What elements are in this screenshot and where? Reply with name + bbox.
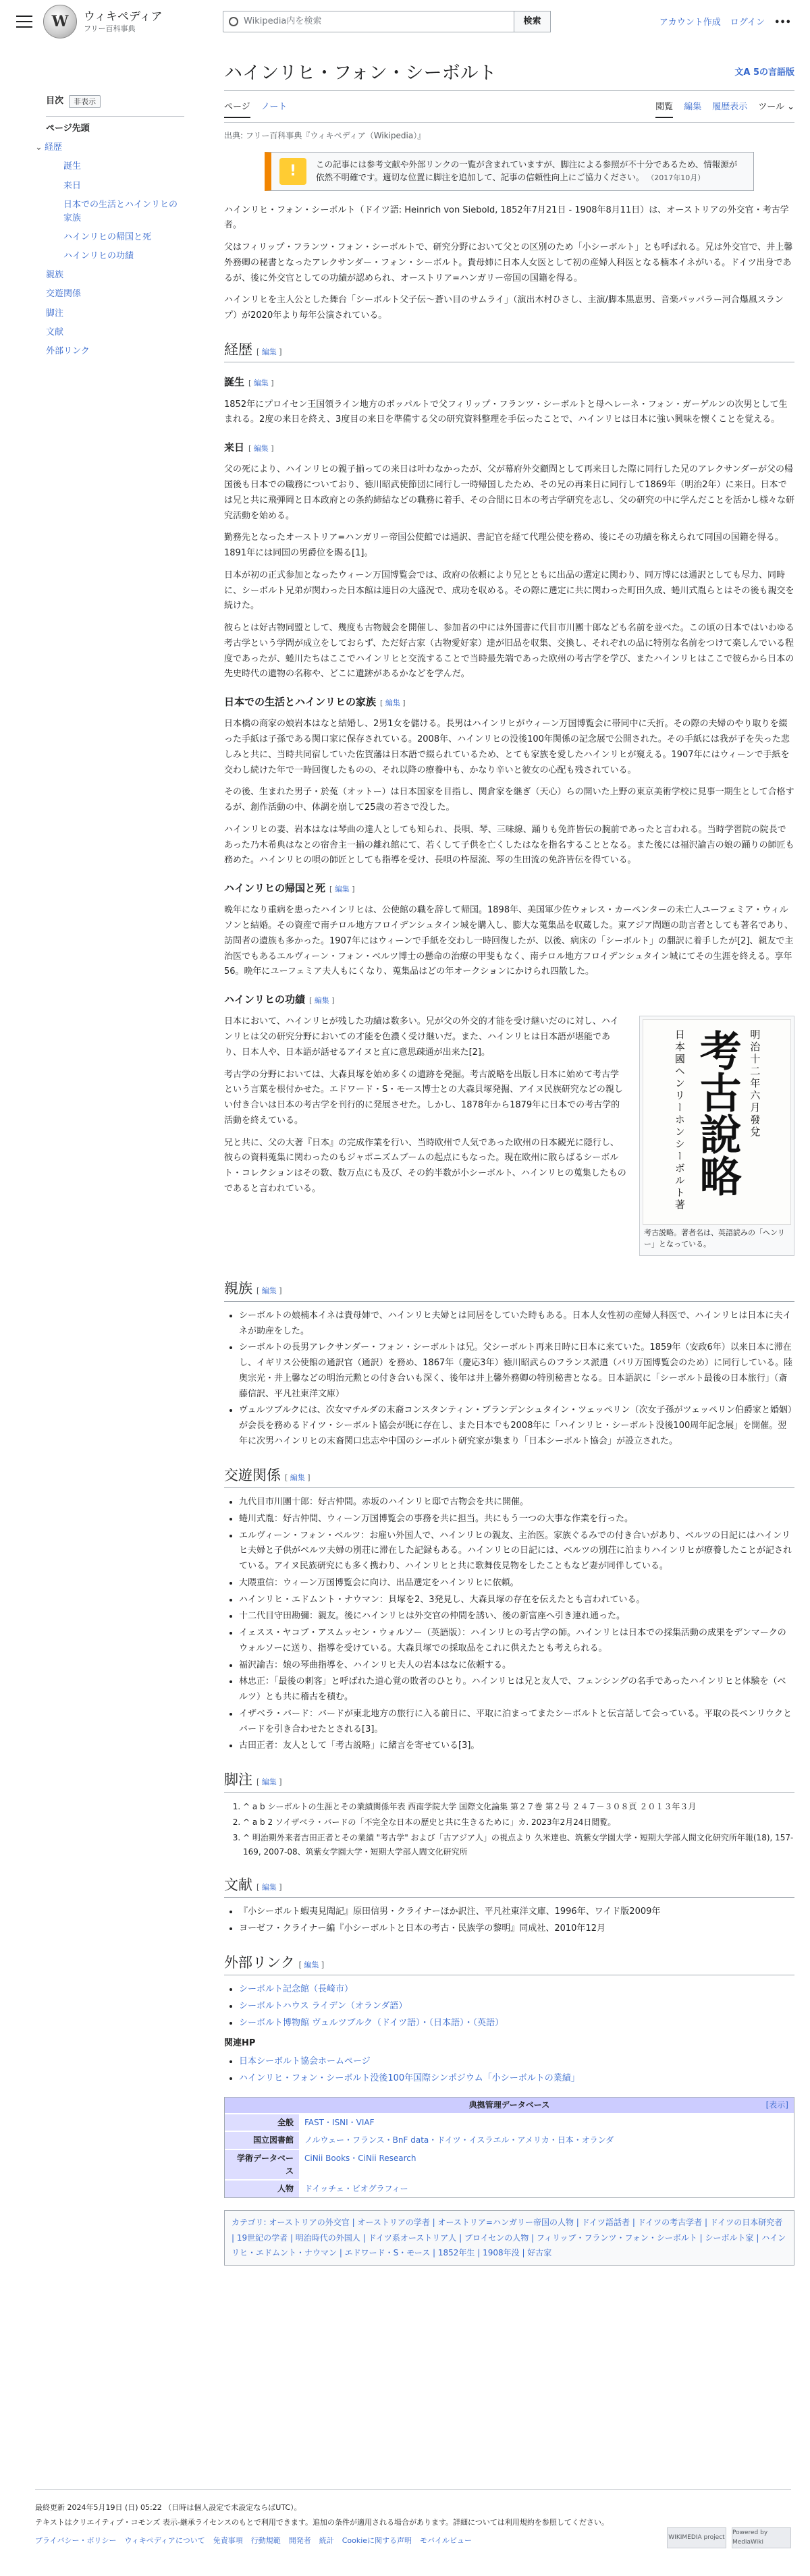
chevron-down-icon[interactable]: ⌄	[35, 142, 43, 153]
footer-link[interactable]: 免責事項	[213, 2536, 243, 2546]
paragraph: 兄と共に、父の大著『日本』の完成作業を行い、当時欧州で人気であった欧州の日本観光に隠行し、彼らの資料蒐集に関わったのもジャポニズムブームの起点にもなった。現在欧州に散らばるシーボルト・コレクションはその数、数万点にも及び、その約半数が小シーボルト、ハインリヒの蒐集したものであると言われている。	[224, 1137, 626, 1194]
literature-list	[239, 1904, 794, 1937]
navbox-group: 学術データベース	[225, 2150, 299, 2179]
heading-birth: 誕生 [ 編集 ]	[224, 376, 274, 389]
notes-list	[243, 1800, 794, 1859]
footnote: 2. ^ a b 2 ソイザベラ・バードの「不完全な日本の歴史と共に生きるために」カ. 2023年2月24日閲覧。	[243, 1815, 794, 1830]
navbox-list[interactable]: ドイッチェ・ビオグラフィー	[299, 2181, 794, 2197]
list-item: • 十二代目守田勘彌：親友。後にハインリヒは外交官の仲間を誘い、後の新富座へ引き連れ通った。	[239, 1609, 794, 1624]
paragraph: 父の死により、ハインリヒの親子揃っての来日は叶わなかったが、父が幕府外交顧問として再来日した際に同行した兄のアレクサンダーが父の帰国後も日本での職務についており、徳川昭武使節団に同行し一時帰国したため、その兄の再来日に同行して1869年（明治2年）に来日。日本では兄と共に飛弾岡と日本政府との条約締結などの職務に着手、その合間に日本の考古学研究を志し、父の研究の中に学んだことを活かし様々な研究活動を始める。	[224, 464, 795, 521]
category-links[interactable]: カテゴリ: オーストリアの外交官 | オーストリアの学者 | オーストリア=ハンガリー帝国の人物 | ドイツ語話者 | ドイツの考古学者 | ドイツの日本研究者 | 19世紀の学者 | 明治時代の外国人 | ドイツ系オーストリア人 | プロイセンの人物 | フィリップ・フランツ・フォン・シーボルト | シーボルト家 | ハインリヒ・エドムント・ナウマン | エドワード・S・モース | 1852年生 | 1908年没 | 好古家	[224, 2210, 794, 2266]
figure-koko-setsuryaku	[639, 1016, 794, 1256]
toc-item-career[interactable]: ⌄ 経歴	[46, 141, 184, 155]
heading-literature: 文献 [ 編集 ]	[224, 1874, 794, 1898]
list-item: • シーボルトの娘楠本イネは貴母姉で、ハインリヒ夫婦とは同居をしていた時もある。日本人女性初の産婦人科医で、ハインリヒは日本に夫イネが助産をした。	[239, 1309, 794, 1340]
page-footer	[35, 2489, 791, 2546]
external-links-list	[239, 1982, 794, 2031]
toc-hide-button[interactable]: 非表示	[69, 95, 101, 108]
heading-notes: 脚注 [ 編集 ]	[224, 1769, 794, 1793]
heading-life: 日本での生活とハインリヒの家族 [ 編集 ]	[224, 696, 406, 709]
table-of-contents	[35, 94, 184, 364]
toc-item-links[interactable]: 外部リンク	[46, 346, 90, 356]
footer-link[interactable]: 開発者	[288, 2536, 311, 2546]
list-item: • 古田正者：友人として「考古説略」に緒言を寄せている[3]。	[239, 1738, 794, 1754]
last-edit-info: 最終更新 2024年5月19日 (日) 05:22 （日時は個人設定で未設定ならばUTC）。	[35, 2503, 302, 2512]
paragraph: 考古学の分野においては、大森貝塚を始め多くの遺跡を発掘。考古説略を出版し日本に始めて考古学という言葉を根付かせた。エドワード・S・モース博士との大森貝塚発掘、アイヌ民族研究などの親しい付き合いは日本の考古学を刊行的に発展させた。しかし、1878年から1879年に日本での考古学的活動を終えている。	[224, 1069, 623, 1126]
list-item: • イェスス・ヤコブ・アスムッセン・ウォルソー（英語版）：ハインリヒの考古学の師。ハインリヒは日本での採集活動の成果をデンマークのウォルソーに送り、指導を受けている。大森貝塚での採取品をこれに供えたとも考えられる。	[239, 1626, 794, 1657]
toc-item-friends[interactable]: 交遊関係	[46, 289, 82, 300]
navbox-list[interactable]: ノルウェー・フランス・BnF data・ドイツ・イスラエル・アメリカ・日本・オランダ	[299, 2132, 794, 2149]
paragraph: 日本が初の正式参加となったウィーン万国博覧会では、政府の依頼により兄とともに出品の選定に関わり、同万博には通訳としても尽力、同時に、シーボルト兄弟が関わった日本館は連日の大盛況で、成功を収める。その際に選定に共に関わった町田久成、蜷川式胤らとはその後も親交を続けた。	[224, 570, 794, 611]
navbox-toggle[interactable]: [表示]	[765, 2100, 788, 2110]
main-menu-icon[interactable]	[16, 16, 32, 28]
toc-item-return[interactable]: ハインリヒの帰国と死	[63, 231, 152, 242]
list-item: • 蜷川式胤：好古仲間、ウィーン万国博覧会の事務を共に担当。共にもう一つの大事な作業を行った。	[239, 1512, 794, 1527]
intro-paragraph: ハインリヒ・フォン・シーボルト（ドイツ語: Heinrich von Siebold, 1852年7月21日 - 1908年8月11日）は、オーストリアの外交官・考古学者。	[224, 204, 789, 231]
toc-item-literature[interactable]: 文献	[46, 327, 64, 337]
edit-link[interactable]: 編集	[385, 698, 400, 708]
page-source-note: 出典: フリー百科事典『ウィキペディア（Wikipedia）』	[224, 130, 426, 140]
edit-link[interactable]: 編集	[261, 1286, 277, 1296]
toc-item-top[interactable]: ページ先頭	[46, 116, 184, 136]
list-item: • 大隈重信：ウィーン万国博覧会に向け、出品選定をハインリヒに依頼。	[239, 1576, 794, 1591]
heading-visit: 来日 [ 編集 ]	[224, 441, 274, 454]
navbox-group: 全般	[225, 2114, 299, 2131]
authority-control-navbox	[224, 2097, 794, 2198]
paragraph: その後、生まれた男子・於菟（オットー）は日本国家を目指し、関倉家を継ぎ（天心）らの開いた上野の東京美術学校に見事一期生として合格するが、創作活動の中、体調を崩して25歳の若さで没した。	[224, 787, 794, 813]
paragraph: 日本橋の商家の娘岩本はなと結婚し、2男1女を儲ける。長男はハインリヒがウィーン万国博覧会に帯同中に夭折。その際の夫婦のやり取りを綴った手紙は子孫である関口家に保存されている。2008年、ハインリヒの没後100年関係の記念展で公開された。その手紙には我が子を失った悲しみと共に、当時共同宿していた佐賀藩は日本語で綴られているため、とても家族を愛したハインリヒが窺える。1907年にはウィーンで手紙を交わし続けた年で一時回復したものの、それ以降の療養中も、かなり辛いと彼女の心配も残されている。	[224, 719, 790, 775]
footer-link[interactable]: ウィキペディアについて	[124, 2536, 205, 2546]
paragraph: ハインリヒの妻、岩本はなは琴曲の達人としても知られ、長唄、琴、三味線、踊りも免許皆伝の腕前であったと言われる。当時学習院の院長であった乃木希典はなとの宿舎主一揃の離れ館にて、若くして子供を亡くしたはなを指名することとなる。また後には福沢諭吉の娘の踊りの師匠も務めた。ハインリヒの唄の師匠としても指導を受け、長唄の杵屋流、琴の生田流の免許皆伝を得ている。	[224, 824, 794, 866]
toc-item-notes[interactable]: 脚注	[46, 308, 64, 319]
language-button[interactable]: 文A 5の言語版	[734, 67, 794, 78]
family-list	[239, 1309, 794, 1450]
mediawiki-badge[interactable]: Powered by MediaWiki	[732, 2527, 791, 2548]
paragraph: 日本において、ハインリヒが残した功績は数多い。兄が父の外交的才能を受け継いだのに対し、ハインリヒは父の研究分野においての才能を色濃く受け継いだ。また、ハインリヒは日本語が堪能であり、日本人や、日本語が話せるアイヌと直に意思疎通が出来た[2]。	[224, 1016, 619, 1058]
notice-icon: !	[279, 158, 306, 185]
edit-link[interactable]: 編集	[290, 1473, 305, 1482]
toc-item-visit[interactable]: 来日	[63, 180, 82, 191]
paragraph: 晩年になり重病を患ったハインリヒは、公使館の職を辞して帰国。1898年、美国軍少佐ウォレス・カーペンターの未亡人ユーフェミア・ウィルソンと結婚。その資産で南チロル地方フロイデンシュタイン城を購入し、膨大な蒐集品を収蔵した。東アジア問題の助言者としても著名であり、訪問者の遺族も多かった。1907年にはウィーンで手紙を交わし一時回復したが、以後、病床の「シーボルト」の翻訳に着手したが[2]、親友で主治医でもあるエルヴィーン・フォン・ベルツ博士の懸命の治療の甲斐もなく、南チロル地方フロイデンシュタイン城にてその生涯を終える。享年56。晩年にユーフェミア夫人もにくなり、蒐集品はどの年オークションにかけられ四散した。	[224, 905, 794, 977]
heading-links: 外部リンク [ 編集 ]	[224, 1952, 794, 1976]
intro-paragraph: ハインリヒを主人公とした舞台「シーボルト父子伝～蒼い目のサムライ」（演出木村ひさし、主演/脚本黒恵男、音楽パッパラー河合爆風スランプ）が2020年より毎年公演されている。	[224, 295, 784, 321]
navbox-group: 国立図書館	[225, 2132, 299, 2149]
list-item: • エルヴィーン・フォン・ベルツ：お雇い外国人で、ハインリヒの親友、主治医。家族ぐるみでの付き合いがあり、ベルツの日記にはハインリヒ夫婦と子供がベルツ夫婦の別荘に滞在した記録もある。ハインリヒの日記には、ベルツの別荘に泊まりハインリヒが療養したことが記されている。アイヌ民族研究にも多く携わり、ハインリヒと共に歌舞伎見物をしたこともなど妻が同伴している。	[239, 1529, 794, 1574]
search-icon	[229, 17, 238, 26]
list-item: • ヴュルツブルクには、次女マチルダの末裔コンスタンティン・ブランデンシュタイン・ツェッペリン（次女子孫がツェッペリン伯爵家と婚姻）が会長を務めるドイツ・シーボルト協会が既に存在し、また日本でも2008年に「ハインリヒ・シーボルト没後100周年記念展」を開催。翌年に次男ハインリヒの末裔関口忠志や中国のシーボルト研究家が集まり「日本シーボルト協会」が設立された。	[239, 1403, 794, 1449]
list-item: • 林忠正：「最後の刺客」と呼ばれた道心覚の敗者のひとり。ハインリヒは兄と友人で、フェンシングの名手であったハインリヒと体験を（ベルツ）とも共に稽古を積む。	[239, 1674, 794, 1705]
edit-link[interactable]: 編集	[253, 444, 269, 454]
more-options-icon[interactable]: •••	[774, 18, 791, 28]
edit-link[interactable]: 編集	[261, 1778, 277, 1787]
tab-history[interactable]: 履歴表示	[712, 101, 748, 112]
search-button[interactable]: 検索	[514, 11, 551, 32]
edit-link[interactable]: 編集	[334, 885, 350, 894]
create-account-link[interactable]: アカウント作成	[659, 18, 721, 28]
paragraph: 1852年にプロイセン王国領ライン地方のボッパルトで父フィリップ・フランツ・シーボルトと母ヘレーネ・フォン・ガーゲルンの次男として生まれる。2度の来日を終え、3度目の来日を準備する父の研究資料整理を手伝ったことで、ハインリヒは日本に強い興味を懐くことを覚える。	[224, 399, 788, 425]
footer-link[interactable]: 統計	[319, 2536, 334, 2546]
intro-paragraph: 父はフィリップ・フランツ・フォン・シーボルトで、研究分野において父との区別のため「小シーボルト」とも呼ばれる。兄は外交官で、井上馨外務卿の秘書となったアレクサンダー・フォン・シーボルト。貴母姉に日本人女医として初の産婦人科医となる楠本イネがいる。ドイツ出身であるが、後に外交官としての功績が認められ、オーストリア=ハンガリー帝国の国籍を得る。	[224, 242, 793, 283]
list-item: • ヨーゼフ・クライナー編『小シーボルトと日本の考古・民族学の黎明』同成社、2010年12月	[239, 1921, 794, 1937]
footer-link[interactable]: プライバシー・ポリシー	[35, 2536, 117, 2546]
list-item: • シーボルトの長男アレクサンダー・フォン・シーボルトは兄。父シーボルト再来日時に日本に来ていた。1859年（安政6年）以来日本に滞在し、イギリス公使館の通訳官（通訳）を務め、1867年（慶応3年）徳川昭武らのフランス派遣（パリ万国博覧会のため）に同行している。陸奥宗光・井上馨などの明治元勲との付き合いも深く、後年は井上馨外務卿の特別秘書となる。日本語訳に「シーボルト最後の日本旅行」（斎藤信訳、平凡社東洋文庫）	[239, 1340, 794, 1402]
notice-date: （2017年10月）	[647, 173, 705, 182]
friends-list	[239, 1495, 794, 1754]
page-tabs	[224, 101, 794, 123]
list-item: • ハインリヒ・エドムント・ナウマン：貝塚を2、3発見し、大森貝塚の存在を伝えたとも言われている。	[239, 1593, 794, 1608]
login-link[interactable]: ログイン	[730, 18, 765, 28]
heading-family: 親族 [ 編集 ]	[224, 1278, 794, 1302]
list-item: • イザベラ・バード：バードが東北地方の旅行に入る前日に、平取に泊まってまたシーボルトと伝言話して会っている。平取の長ペンリウクとバードを引き合わせたとされる[3]。	[239, 1707, 794, 1738]
navbox-list[interactable]: CiNii Books・CiNii Research	[299, 2150, 794, 2179]
external-link[interactable]: シーボルト記念館（長崎市）	[239, 1984, 354, 1995]
heading-career: 経歴 [ 編集 ]	[224, 339, 794, 363]
edit-link[interactable]: 編集	[253, 379, 269, 388]
external-link[interactable]: ハインリヒ・フォン・シーボルト没後100年国際シンポジウム「小シーボルトの業績」	[239, 2073, 580, 2083]
list-item: • 福沢諭吉：娘の琴曲指導を、ハインリヒ夫人の岩本はなに依頼する。	[239, 1658, 794, 1674]
external-link[interactable]: 日本シーボルト協会ホームページ	[239, 2056, 371, 2066]
heading-legacy: ハインリヒの功績 [ 編集 ]	[224, 993, 335, 1006]
site-logo[interactable]	[43, 5, 163, 38]
toc-item-family[interactable]: 親族	[46, 270, 64, 281]
footer-link[interactable]: 行動規範	[250, 2536, 281, 2546]
list-item: • 『小シーボルト蝦夷見聞記』原田信男・クライナーほか訳注、平凡社東洋文庫、1996年、ワイド版2009年	[239, 1904, 794, 1920]
toc-item-legacy[interactable]: ハインリヒの功績	[63, 251, 134, 262]
page-title: ハインリヒ・フォン・シーボルト	[224, 63, 497, 84]
navbox-title[interactable]: 典拠管理データベース	[468, 2100, 550, 2110]
footnote: 3. ^ 明治期外来者吉田正者とその業績 "考古学" および「古アジア人」の視点より 久米達也、筑紫女学園大学・短期大学部人間文化研究所年報(18), 157-169, 2007-08、筑紫女学園大学・短期大学部人間文化研究所	[243, 1831, 794, 1859]
footnote: 1. ^ a b シーボルトの生涯とその業績関係年表 西南学院大学 国際文化論集 第２７巻 第２号 ２４７－３０８頁 ２０１３年３月	[243, 1800, 794, 1814]
toc-item-birth[interactable]: 誕生	[63, 161, 82, 172]
book-cover-image[interactable]: 明治十二年六月發兌 考古說略 日本國ヘンリーホンシーボルト著	[643, 1019, 791, 1225]
wikimedia-badge[interactable]: WIKIMEDIA project	[667, 2527, 726, 2548]
maintenance-notice	[265, 152, 754, 191]
notice-text: この記事には参考文献や外部リンクの一覧が含まれていますが、脚注による参照が不十分であるため、情報源が依然不明確です。適切な位置に脚注を追加して、記事の信頼性向上にご協力ください。	[316, 159, 738, 182]
footer-link[interactable]: Cookieに関する声明	[342, 2536, 412, 2546]
figure-caption: 考古説略。著者名は、英語読みの「ヘンリー」となっている。	[644, 1228, 785, 1249]
tab-edit[interactable]: 編集	[684, 101, 702, 112]
paragraph: 勤務先となったオーストリア=ハンガリー帝国公使館では通訳、書記官を経て代理公使を務め、後にその功績を称えられて同国の国籍を得る。1891年には同国の男爵位を賜る[1]。	[224, 532, 784, 559]
logo-title: ウィキペディア	[84, 10, 163, 24]
tab-note[interactable]: ノート	[261, 101, 288, 112]
edit-link[interactable]: 編集	[261, 1882, 277, 1892]
site-header	[0, 0, 810, 43]
wikipedia-globe-icon: W	[43, 5, 77, 38]
edit-link[interactable]: 編集	[304, 1960, 319, 1969]
tab-page[interactable]: ページ	[224, 101, 250, 118]
navbox-group: 人物	[225, 2181, 299, 2197]
external-link[interactable]: シーボルトハウス ライデン（オランダ語）	[239, 2001, 408, 2012]
paragraph: 彼らとは好古物同盟として、幾度も古物競会を開催し、参加者の中には外国書に代目市川團十郎なども名前を並べた。この頃の日本ではいわゆる考古学という学問が成立をしておらず、ただ好古家（古物愛好家）達が旧品を収集、交換し、それぞれの品に特別な名前をつけて楽しんでいる程度であったが、蜷川たちはここでハインリヒと交流することで当時最先端であった欧州の考古学を学び、またハインリヒはここで彼らから日本の先史時代の遺物の名称や、どこに遺跡があるかなどを学んだ。	[224, 623, 794, 680]
user-links	[659, 16, 791, 30]
edit-link[interactable]: 編集	[314, 996, 329, 1006]
toc-title: 目次	[46, 96, 64, 106]
search-input[interactable]: Wikipedia内を検索	[223, 11, 514, 32]
license-info: テキストはクリエイティブ・コモンズ 表示-継承ライセンスのもとで利用できます。追加の条件が適用される場合があります。詳細については利用規約を参照してください。	[35, 2517, 609, 2527]
tab-read[interactable]: 閲覧	[655, 101, 673, 118]
tab-tools[interactable]: ツール ⌄	[758, 101, 794, 112]
edit-link[interactable]: 編集	[261, 347, 277, 356]
heading-return: ハインリヒの帰国と死 [ 編集 ]	[224, 882, 355, 895]
logo-subtitle: フリー百科事典	[84, 24, 136, 33]
related-links-list	[239, 2054, 794, 2087]
related-heading: 関連HP	[224, 2037, 256, 2048]
toc-item-life[interactable]: 日本での生活とハインリヒの家族	[63, 199, 178, 223]
search-form	[223, 11, 551, 32]
navbox-list[interactable]: FAST・ISNI・VIAF	[299, 2114, 794, 2131]
list-item: • 九代目市川團十郎：好古仲間。赤坂のハインリヒ邸で古物会を共に開催。	[239, 1495, 794, 1510]
heading-friends: 交遊関係 [ 編集 ]	[224, 1464, 794, 1489]
external-link[interactable]: シーボルト博物館 ヴュルツブルク（ドイツ語）・（日本語）・（英語）	[239, 2017, 504, 2028]
main-content	[224, 59, 794, 2266]
footer-link[interactable]: モバイルビュー	[420, 2536, 473, 2546]
